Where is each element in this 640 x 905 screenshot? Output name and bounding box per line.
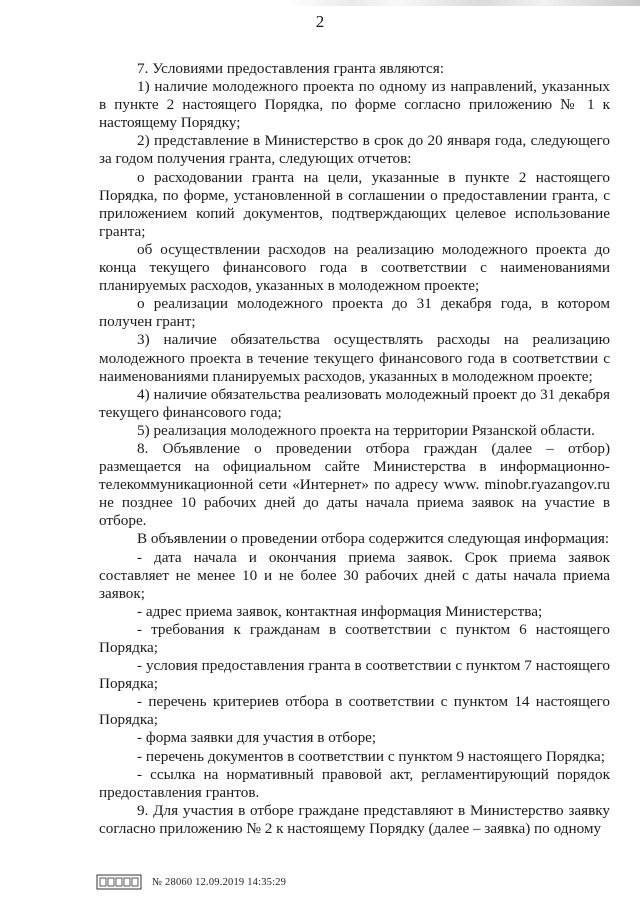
page-number: 2 [315,12,325,31]
document-body [99,60,610,838]
scan-top-edge [0,0,640,6]
paragraph: 7. Условиями предоставления гранта являются: [137,60,444,77]
paragraph: 8. Объявление о проведении отбора граждан (далее – отбор) размещается на официальном сайте Министерства в информационно-телекоммуникационной сети «Интернет» по адресу www. minobr.ryazangov.ru не позднее 10 рабочих дней до даты начала приема заявок на участие в отборе. [99,439,610,530]
paragraph: - форма заявки для участия в отборе; [137,729,377,747]
paragraph: 5) реализация молодежного проекта на территории Рязанской области. [137,421,595,439]
paragraph: - условия предоставления гранта в соответствии с пунктом 7 настоящего Порядка; [99,657,610,693]
paragraph: о расходовании гранта на цели, указанные в пункте 2 настоящего Порядка, по форме, установленной в соглашении о предоставлении гранта, с приложением копий документов, подтверждающих целевое использование гранта; [99,168,610,240]
paragraph: 2) представление в Министерство в срок до 20 января года, следующего за годом получения гранта, следующих отчетов: [99,132,610,168]
document-footer [96,873,286,891]
paragraph: - адрес приема заявок, контактная информация Министерства; [137,602,543,620]
document-logo-icon [96,873,142,891]
paragraph: - требования к гражданам в соответствии с пунктом 6 настоящего Порядка; [99,620,610,656]
paragraph: В объявлении о проведении отбора содержится следующая информация: [137,530,610,548]
paragraph: 3) наличие обязательства осуществлять расходы на реализацию молодежного проекта в течение текущего финансового года в соответствии с наименованиями планируемых расходов, указанных в молодежном проекте; [99,331,610,385]
paragraph: - ссылка на нормативный правовой акт, регламентирующий порядок предоставления грантов. [99,765,610,801]
paragraph: - перечень критериев отбора в соответствии с пунктом 14 настоящего Порядка; [99,693,610,729]
registration-stamp: № 28060 12.09.2019 14:35:29 [152,876,287,888]
paragraph: об осуществлении расходов на реализацию молодежного проекта до конца текущего финансового года в соответствии с наименованиями планируемых расходов, указанных в молодежном проекте; [99,240,610,295]
paragraph: 9. Для участия в отборе граждане представляют в Министерство заявку согласно приложению № 2 к настоящему Порядку (далее – заявка) по одному [99,801,610,837]
paragraph: о реализации молодежного проекта до 31 декабря года, в котором получен грант; [99,295,610,331]
paragraph: - перечень документов в соответствии с пунктом 9 настоящего Порядка; [137,747,605,765]
paragraph: 4) наличие обязательства реализовать молодежный проект до 31 декабря текущего финансового года; [99,385,610,421]
paragraph: 1) наличие молодежного проекта по одному из направлений, указанных в пункте 2 настоящего Порядка, по форме согласно приложению № 1 к настоящему Порядку; [99,78,610,132]
paragraph: - дата начала и окончания приема заявок. Срок приема заявок составляет не менее 10 и не более 30 рабочих дней с даты начала приема заявок; [99,548,610,602]
